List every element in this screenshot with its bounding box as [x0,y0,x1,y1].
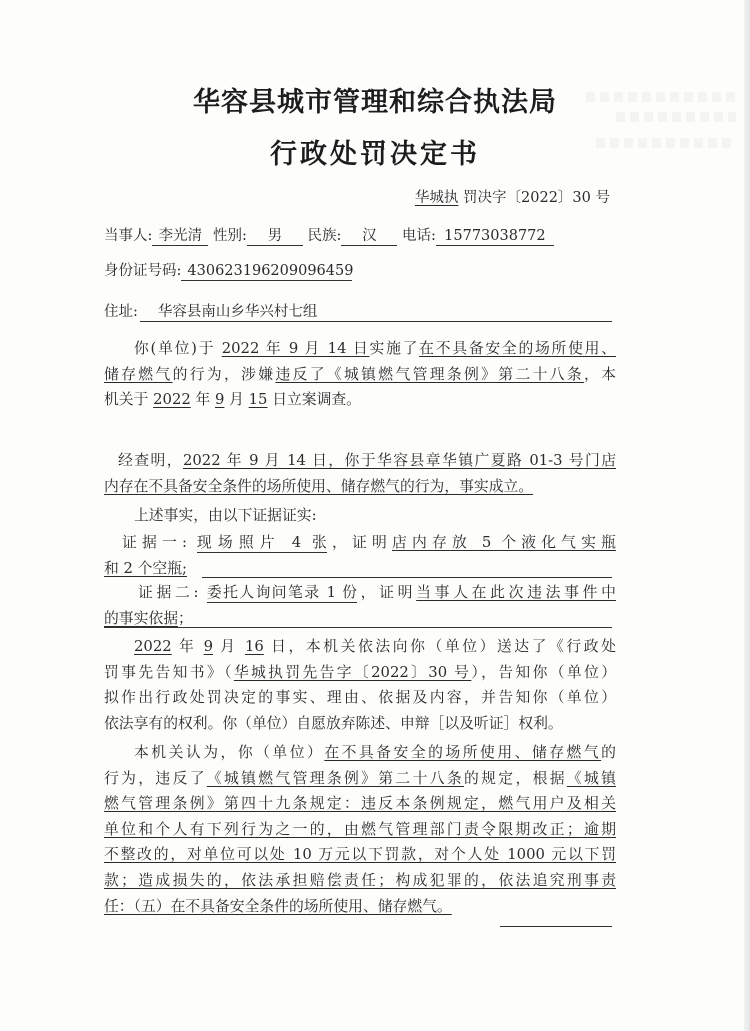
text-line: 拟作出行政处罚决定的事实、理由、依据及内容，并告知你（单位） [104,689,616,707]
text-line: 机关于 2022 年 9 月 15 日立案调查。 [104,391,361,409]
document-title: 行政处罚决定书 [270,139,480,170]
text-line: 和 2 个空瓶; [104,559,187,577]
party-gender: 男 [247,227,303,246]
text-line: 依法享有的权利。你（单位）自愿放弃陈述、申辩［以及听证］权利。 [104,714,563,732]
text-line: 证据二: 委托人询问笔录 1 份，证明当事人在此次违法事件中 [138,584,616,601]
text-line: 单位和个人有下列行为之一的，由燃气管理部门责令限期改正；逾期 [104,820,616,838]
party-ethnicity: 汉 [341,227,397,246]
text-line: 行为，违反了《城镇燃气管理条例》第二十八条的规定，根据《城镇 [104,769,616,787]
party-name: 李光清 [152,227,208,246]
text-line: 罚事先告知书》（华城执罚先告字〔2022〕30 号），告知你（单位） [104,663,616,681]
fill-rule [202,577,612,578]
evidence-one [104,530,616,581]
text-line: 任：（五）在不具备安全条件的场所使用、储存燃气。 [104,897,452,915]
text-line: 证据一: 现场照片 4 张，证明店内存放 5 个液化气实瓶 [122,534,616,551]
text-line: 经查明，2022 年 9 月 14 日，你于华容县章华镇广夏路 01-3 号门店 [118,452,616,469]
text-line: 内存在不具备安全条件的场所使用、储存燃气的行为，事实成立。 [104,477,534,495]
fill-rule [500,926,612,927]
party-phone: 15773038772 [436,227,554,246]
text-line: 本机关认为，你（单位）在不具备安全的场所使用、储存燃气的 [134,744,616,761]
text-line: 上述事实，由以下证据证实: [134,507,317,524]
fill-rule [256,280,352,281]
party-info-row: 当事人: 李光清 性别: 男 民族: 汉 电话: 15773038772 [104,226,554,246]
id-number-row: 身份证号码: 430623196209096459 [104,263,354,279]
agency-title: 华容县城市管理和综合执法局 [193,87,557,118]
address-row: 住址: 华容县南山乡华兴村七组 [104,304,318,320]
text-line: 的事实依据； [104,609,193,627]
address-value: 华容县南山乡华兴村七组 [157,304,318,320]
paragraph-evidence-intro [104,503,616,529]
text-line: 储存燃气的行为，涉嫌违反了《城镇燃气管理条例》第二十八条，本 [104,365,616,383]
fill-rule [104,627,612,628]
text-line: 2022 年 9 月 16 日，本机关依法向你（单位）送达了《行政处 [134,638,616,655]
paragraph-decision-basis [104,740,616,919]
text-line: 不整改的，对单位可以处 10 万元以下罚款，对个人处 1000 元以下罚 [104,846,616,864]
paragraph-findings [104,448,616,499]
document-number: 华城执 罚决字〔2022〕30 号 [414,190,610,206]
paragraph-notice [104,634,616,736]
text-line: 款；造成损失的，依法承担赔偿责任；构成犯罪的，依法追究刑事责 [104,871,616,889]
paragraph-case [104,336,616,413]
text-line: 燃气管理条例》第四十九条规定：违反本条例规定，燃气用户及相关 [104,795,616,813]
fill-rule [140,321,612,322]
text-line: 你(单位)于 2022 年 9 月 14 日实施了在不具备安全的场所使用、 [134,340,616,357]
id-number: 430623196209096459 [181,262,333,281]
evidence-two [104,580,616,631]
